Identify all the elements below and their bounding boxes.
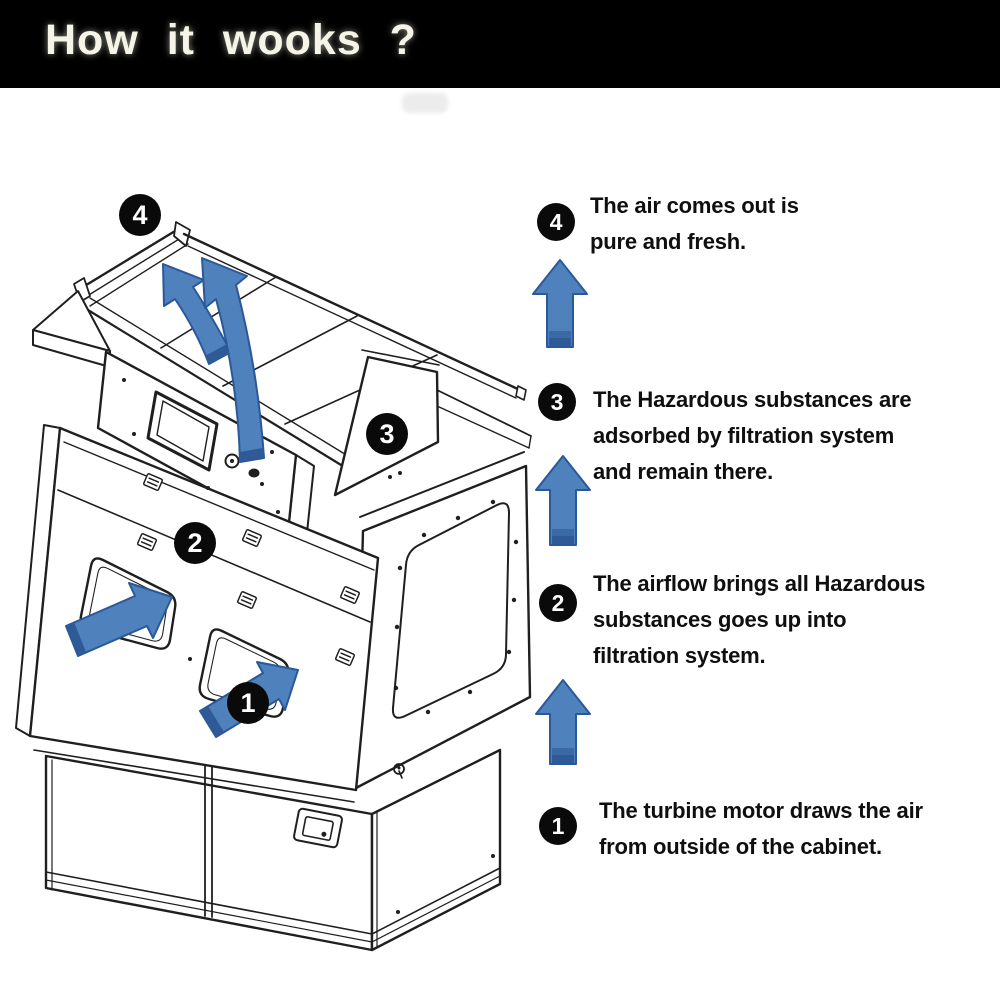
step-description: The Hazardous substances are adsorbed by filtration system and remain there. <box>593 387 912 484</box>
enclosure-side-panel <box>356 452 530 788</box>
up-arrow-icon <box>536 456 590 545</box>
door-handle-icon <box>293 808 342 848</box>
callout-step-2 <box>174 522 216 564</box>
power-button-icon <box>249 469 260 478</box>
step-description: The airflow brings all Hazardous substances goes up into filtration system. <box>593 571 926 668</box>
step-badge: 4 <box>537 203 575 241</box>
step-description: The turbine motor draws the air from outside of the cabinet. <box>599 798 923 859</box>
callout-step-3 <box>366 413 408 455</box>
step-badge: 1 <box>539 807 577 845</box>
svg-text:4: 4 <box>132 200 148 230</box>
step-description: The air comes out is pure and fresh. <box>590 193 799 254</box>
step-badge: 3 <box>538 383 576 421</box>
callout-step-4 <box>119 194 161 236</box>
up-arrow-icon <box>536 680 590 764</box>
callout-step-1 <box>227 682 269 724</box>
filter-cover-box <box>335 350 531 495</box>
svg-text:3: 3 <box>379 419 395 449</box>
svg-text:1: 1 <box>240 688 256 718</box>
up-arrow-icon <box>533 260 587 347</box>
page-title: How it wooks ? <box>45 16 417 64</box>
legend-up-arrows <box>533 260 590 764</box>
svg-text:2: 2 <box>187 528 203 558</box>
step-badge: 2 <box>539 584 577 622</box>
